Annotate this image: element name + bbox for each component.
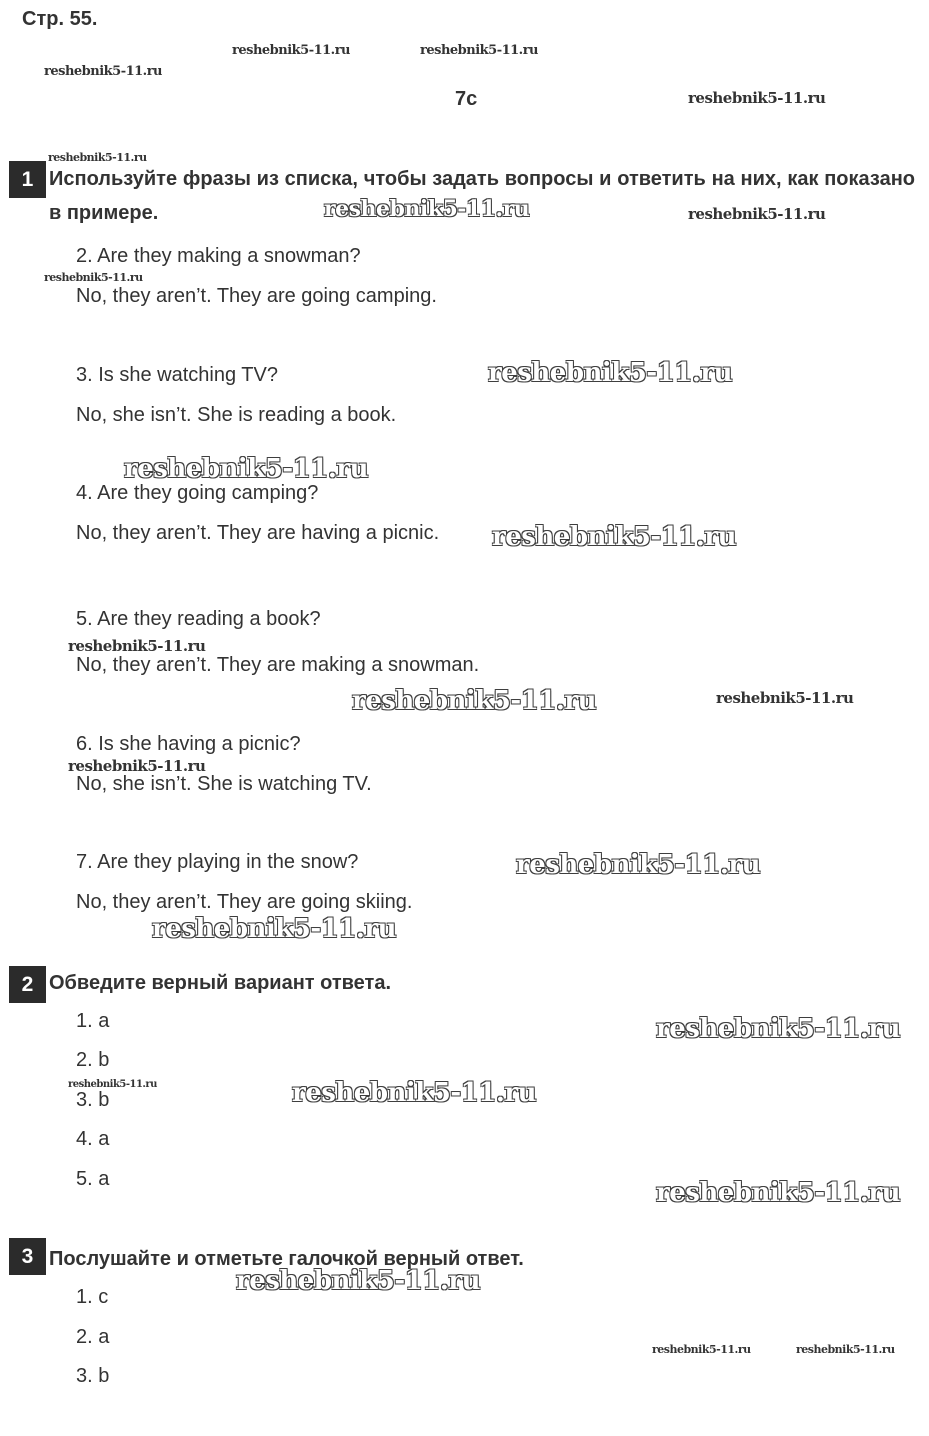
answer-item: 3. b bbox=[76, 1365, 110, 1387]
answer-item: 2. b bbox=[76, 1049, 110, 1071]
watermark: reshebnik5-11.ru bbox=[152, 914, 397, 944]
page-label: Стр. 55. bbox=[22, 8, 98, 30]
task-number-badge: 3 bbox=[9, 1238, 46, 1275]
watermark: reshebnik5-11.ru bbox=[488, 358, 733, 388]
question-line: 6. Is she having a picnic? bbox=[76, 733, 301, 755]
watermark: reshebnik5-11.ru bbox=[656, 1178, 901, 1208]
watermark: reshebnik5-11.ru bbox=[324, 196, 530, 222]
watermark: reshebnik5-11.ru bbox=[688, 205, 826, 223]
question-line: 2. Are they making a snowman? bbox=[76, 245, 361, 267]
watermark: reshebnik5-11.ru bbox=[68, 757, 206, 775]
answer-item: 3. b bbox=[76, 1089, 110, 1111]
watermark: reshebnik5-11.ru bbox=[124, 454, 369, 484]
watermark: reshebnik5-11.ru bbox=[68, 1079, 157, 1090]
watermark: reshebnik5-11.ru bbox=[652, 1343, 751, 1356]
watermark: reshebnik5-11.ru bbox=[688, 89, 826, 107]
section-title: 7c bbox=[455, 88, 478, 110]
watermark: reshebnik5-11.ru bbox=[48, 151, 147, 164]
answer-item: 4. a bbox=[76, 1128, 110, 1150]
watermark: reshebnik5-11.ru bbox=[492, 522, 737, 552]
answer-line: No, they aren’t. They are going skiing. bbox=[76, 891, 413, 913]
question-line: 4. Are they going camping? bbox=[76, 482, 319, 504]
question-line: 7. Are they playing in the snow? bbox=[76, 851, 359, 873]
answer-item: 1. a bbox=[76, 1010, 110, 1032]
watermark: reshebnik5-11.ru bbox=[516, 850, 761, 880]
question-line: 5. Are they reading a book? bbox=[76, 608, 321, 630]
answer-line: No, she isn’t. She is reading a book. bbox=[76, 404, 397, 426]
answer-line: No, they aren’t. They are going camping. bbox=[76, 285, 437, 307]
answer-item: 2. a bbox=[76, 1326, 110, 1348]
task-instruction: Послушайте и отметьте галочкой верный ответ. bbox=[49, 1248, 524, 1270]
answer-item: 5. a bbox=[76, 1168, 110, 1190]
answer-line: No, they aren’t. They are making a snowman. bbox=[76, 654, 480, 676]
watermark: reshebnik5-11.ru bbox=[420, 43, 539, 58]
watermark: reshebnik5-11.ru bbox=[236, 1266, 481, 1296]
watermark: reshebnik5-11.ru bbox=[656, 1014, 901, 1044]
task-number-badge: 2 bbox=[9, 966, 46, 1003]
watermark: reshebnik5-11.ru bbox=[68, 637, 206, 655]
task-instruction: Используйте фразы из списка, чтобы задать вопросы и ответить на них, как показано в примере. bbox=[49, 168, 915, 224]
watermark: reshebnik5-11.ru bbox=[796, 1343, 895, 1356]
answer-line: No, she isn’t. She is watching TV. bbox=[76, 773, 372, 795]
watermark: reshebnik5-11.ru bbox=[716, 689, 854, 707]
watermark: reshebnik5-11.ru bbox=[232, 43, 351, 58]
watermark: reshebnik5-11.ru bbox=[352, 686, 597, 716]
task-instruction: Обведите верный вариант ответа. bbox=[49, 972, 392, 994]
watermark: reshebnik5-11.ru bbox=[292, 1078, 537, 1108]
task-number-badge: 1 bbox=[9, 161, 46, 198]
watermark: reshebnik5-11.ru bbox=[44, 271, 143, 284]
answer-line: No, they aren’t. They are having a picnic. bbox=[76, 522, 440, 544]
question-line: 3. Is she watching TV? bbox=[76, 364, 278, 386]
watermark: reshebnik5-11.ru bbox=[44, 64, 163, 79]
answer-item: 1. c bbox=[76, 1286, 109, 1308]
